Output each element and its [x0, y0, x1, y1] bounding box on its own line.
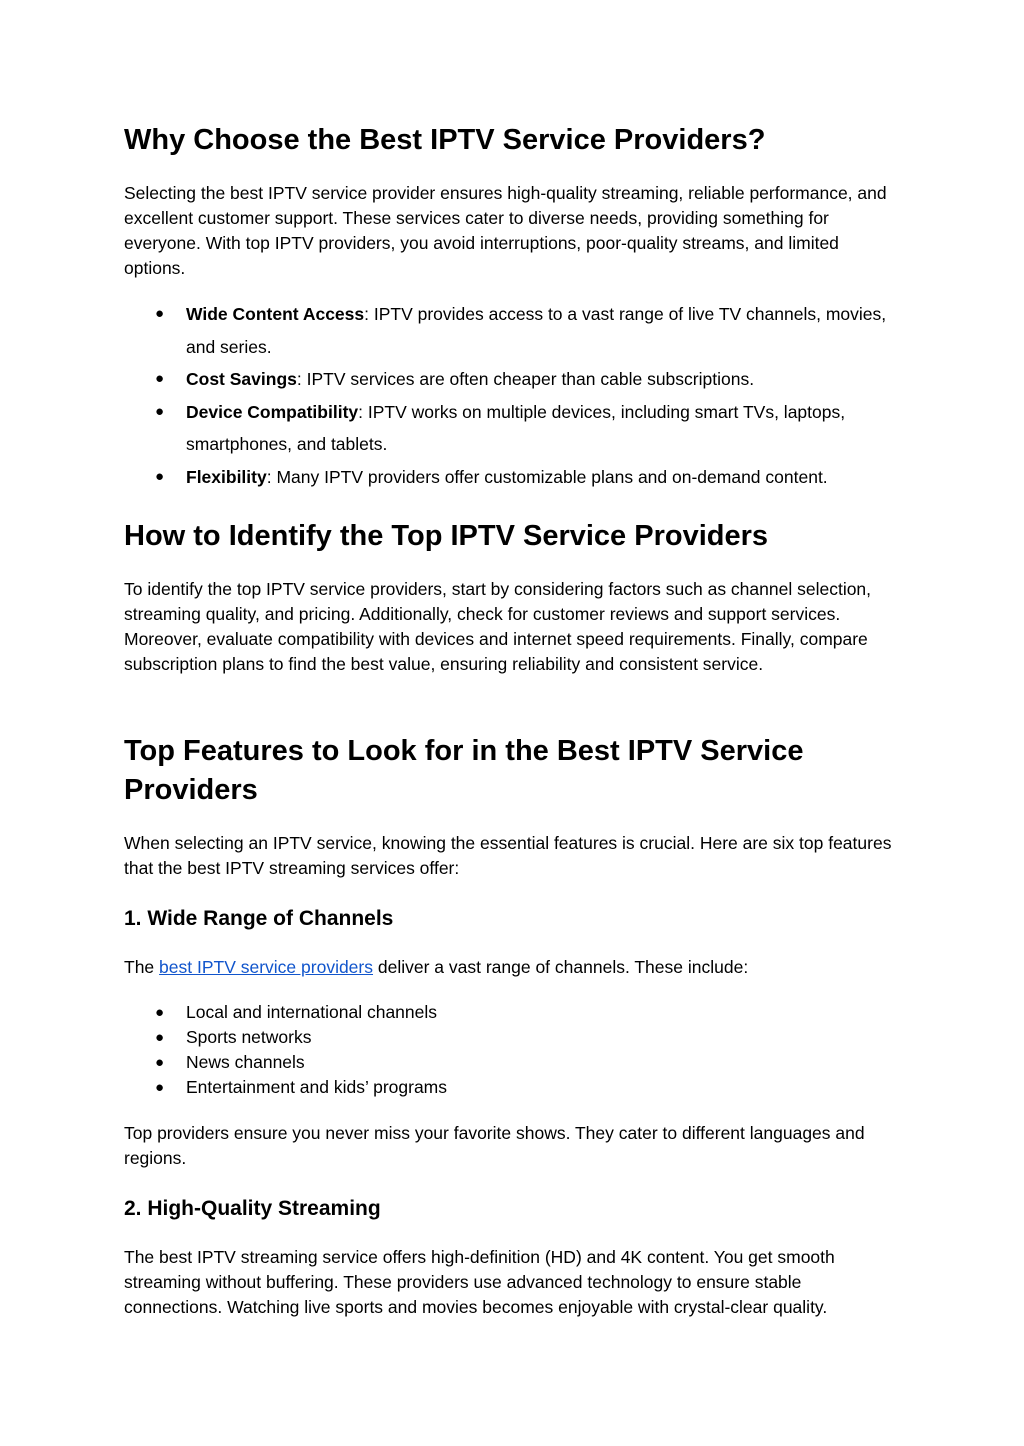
- heading-why-choose: Why Choose the Best IPTV Service Providers?: [124, 124, 766, 156]
- benefit-text: : IPTV works on multiple devices, including smart TVs, laptops, smartphones, and tablets.: [186, 401, 846, 455]
- benefit-text: : Many IPTV providers offer customizable plans and on-demand content.: [266, 466, 828, 487]
- paragraph-top-features: When selecting an IPTV service, knowing the essential features is crucial. Here are six top features that the best IPTV streaming services offer:: [124, 833, 892, 878]
- best-iptv-providers-link[interactable]: best IPTV service providers: [159, 957, 373, 977]
- channel-type: Sports networks: [186, 1027, 312, 1047]
- benefit-text: : IPTV services are often cheaper than cable subscriptions.: [296, 369, 755, 390]
- bullet-icon: ●: [155, 1054, 165, 1071]
- heading-top-features: Top Features to Look for in the Best IPTV Service Providers: [124, 735, 804, 806]
- benefit-term: Cost Savings: [186, 369, 297, 390]
- channels-list: [124, 1000, 904, 1100]
- list-item: [124, 1075, 904, 1100]
- bullet-icon: ●: [155, 1029, 165, 1046]
- bullet-icon: ●: [155, 402, 165, 420]
- heading-high-quality-streaming: 2. High-Quality Streaming: [124, 1197, 381, 1220]
- benefit-term: Wide Content Access: [186, 304, 365, 324]
- channel-type: News channels: [186, 1052, 305, 1072]
- benefit-term: Flexibility: [186, 466, 267, 487]
- intro-text-after: deliver a vast range of channels. These include:: [373, 957, 749, 977]
- paragraph-wide-range-intro: [124, 955, 904, 980]
- bullet-icon: ●: [155, 305, 165, 322]
- bullet-icon: ●: [155, 467, 165, 485]
- bullet-icon: ●: [155, 1079, 165, 1096]
- heading-how-to-identify: How to Identify the Top IPTV Service Providers: [124, 520, 769, 552]
- list-item: [124, 363, 914, 396]
- list-item: [124, 396, 914, 461]
- list-item: [124, 1000, 904, 1025]
- benefit-text: : IPTV provides access to a vast range of live TV channels, movies, and series.: [186, 304, 887, 357]
- channel-type: Local and international channels: [186, 1002, 438, 1022]
- paragraph-why-choose: Selecting the best IPTV service provider ensures high-quality streaming, reliable performance, and excellent customer support. These services cater to diverse needs, providing something for everyone. With top IPTV providers, you avoid interruptions, poor-quality streams, and limited options.: [124, 183, 887, 278]
- list-item: [124, 1050, 904, 1075]
- benefits-list: [124, 298, 914, 494]
- intro-text-before: The: [124, 957, 160, 977]
- paragraph-wide-range-closing: Top providers ensure you never miss your favorite shows. They cater to different languages and regions.: [124, 1123, 865, 1168]
- paragraph-high-quality-streaming: The best IPTV streaming service offers high-definition (HD) and 4K content. You get smooth streaming without buffering. These providers use advanced technology to ensure stable connections. Watching live sports and movies becomes enjoyable with crystal-clear quality.: [124, 1247, 835, 1317]
- list-item: [124, 1025, 904, 1050]
- bullet-icon: ●: [155, 1004, 165, 1021]
- channel-type: Entertainment and kids’ programs: [186, 1077, 448, 1097]
- benefit-term: Device Compatibility: [186, 401, 359, 422]
- list-item: [124, 298, 914, 363]
- list-item: [124, 461, 914, 494]
- paragraph-how-to-identify: To identify the top IPTV service providers, start by considering factors such as channel selection, streaming quality, and pricing. Additionally, check for customer reviews and support services. Moreover, evaluate compatibility with devices and internet speed requirements. Finally, compare subscription plans to find the best value, ensuring reliability and consistent service.: [124, 579, 872, 674]
- heading-wide-range-channels: 1. Wide Range of Channels: [124, 907, 394, 930]
- bullet-icon: ●: [155, 370, 165, 388]
